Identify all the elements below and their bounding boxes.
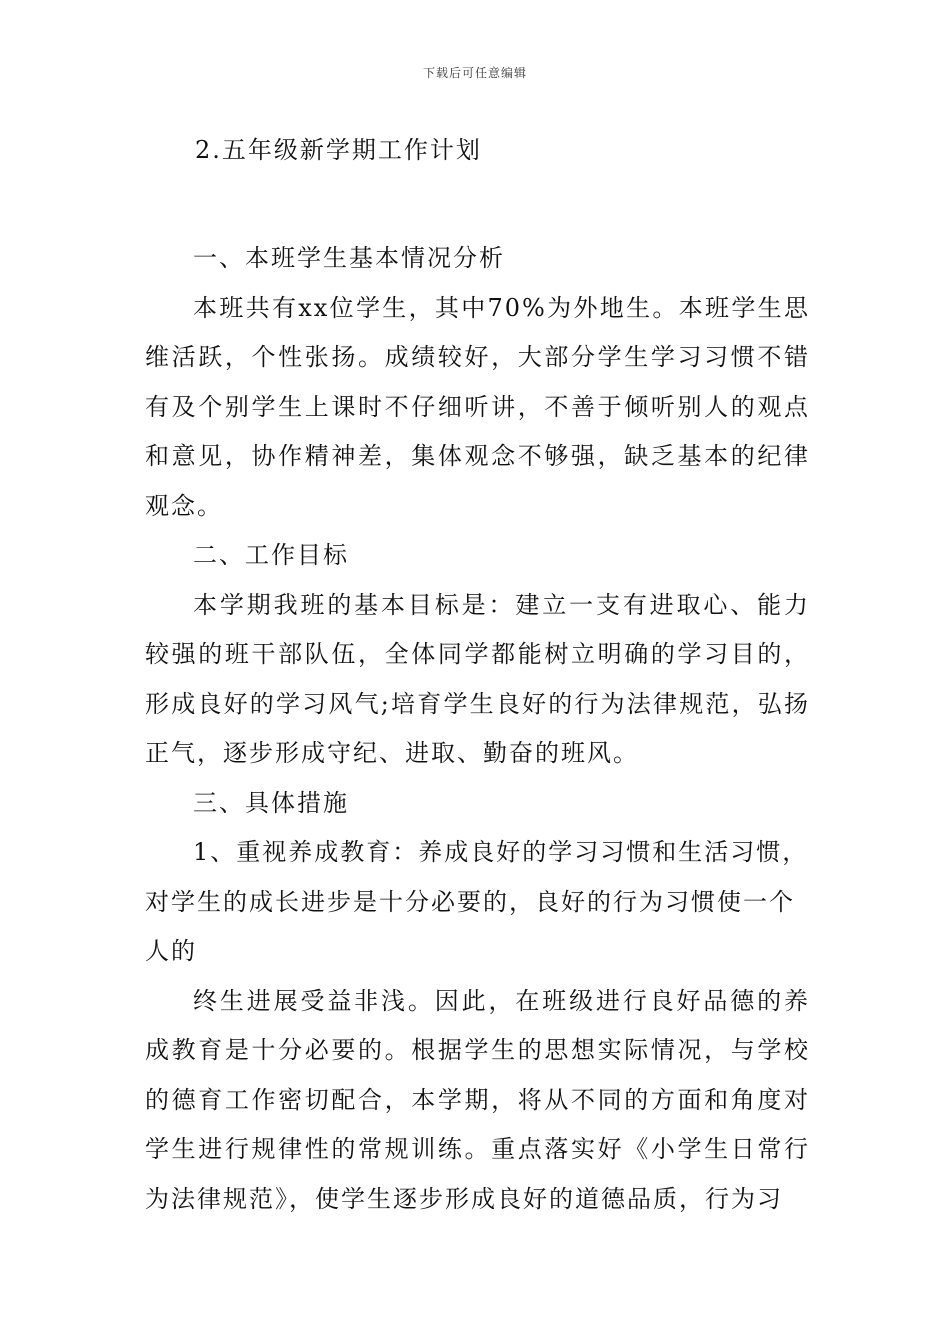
section-heading-goals: 二、工作目标 [193,541,349,569]
document-title: 2.五年级新学期工作计划 [195,136,482,164]
paragraph-goals: 本学期我班的基本目标是：建立一支有进取心、能力较强的班干部队伍，全体同学都能树立明确的学习目的，形成良好的学习风气;培育学生良好的行为法律规范，弘扬正气，逐步形成守纪、进取、勤奋的班风。 [145,590,810,767]
paragraph-analysis: 本班共有xx位学生，其中70%为外地生。本班学生思维活跃，个性张扬。成绩较好，大部分学生学习习惯不错有及个别学生上课时不仔细听讲，不善于倾听别人的观点和意见，协作精神差，集体观念不够强，缺乏基本的纪律观念。 [145,293,810,520]
section-heading-analysis: 一、本班学生基本情况分析 [193,244,505,272]
paragraph-measure-1-continued: 终生进展受益非浅。因此，在班级进行良好品德的养成教育是十分必要的。根据学生的思想实际情况，与学校的德育工作密切配合，本学期，将从不同的方面和角度对学生进行规律性的常规训练。重点落实好《小学生日常行为法律规范》，使学生逐步形成良好的道德品质，行为习 [145,986,810,1213]
paragraph-measure-1: 1、重视养成教育：养成良好的学习习惯和生活习惯，对学生的成长进步是十分必要的，良好的行为习惯使一个人的 [145,838,809,965]
document-body [145,130,810,1224]
section-heading-measures: 三、具体措施 [193,788,349,817]
header-note: 下载后可任意编辑 [422,66,527,80]
title-spacer [145,170,810,234]
